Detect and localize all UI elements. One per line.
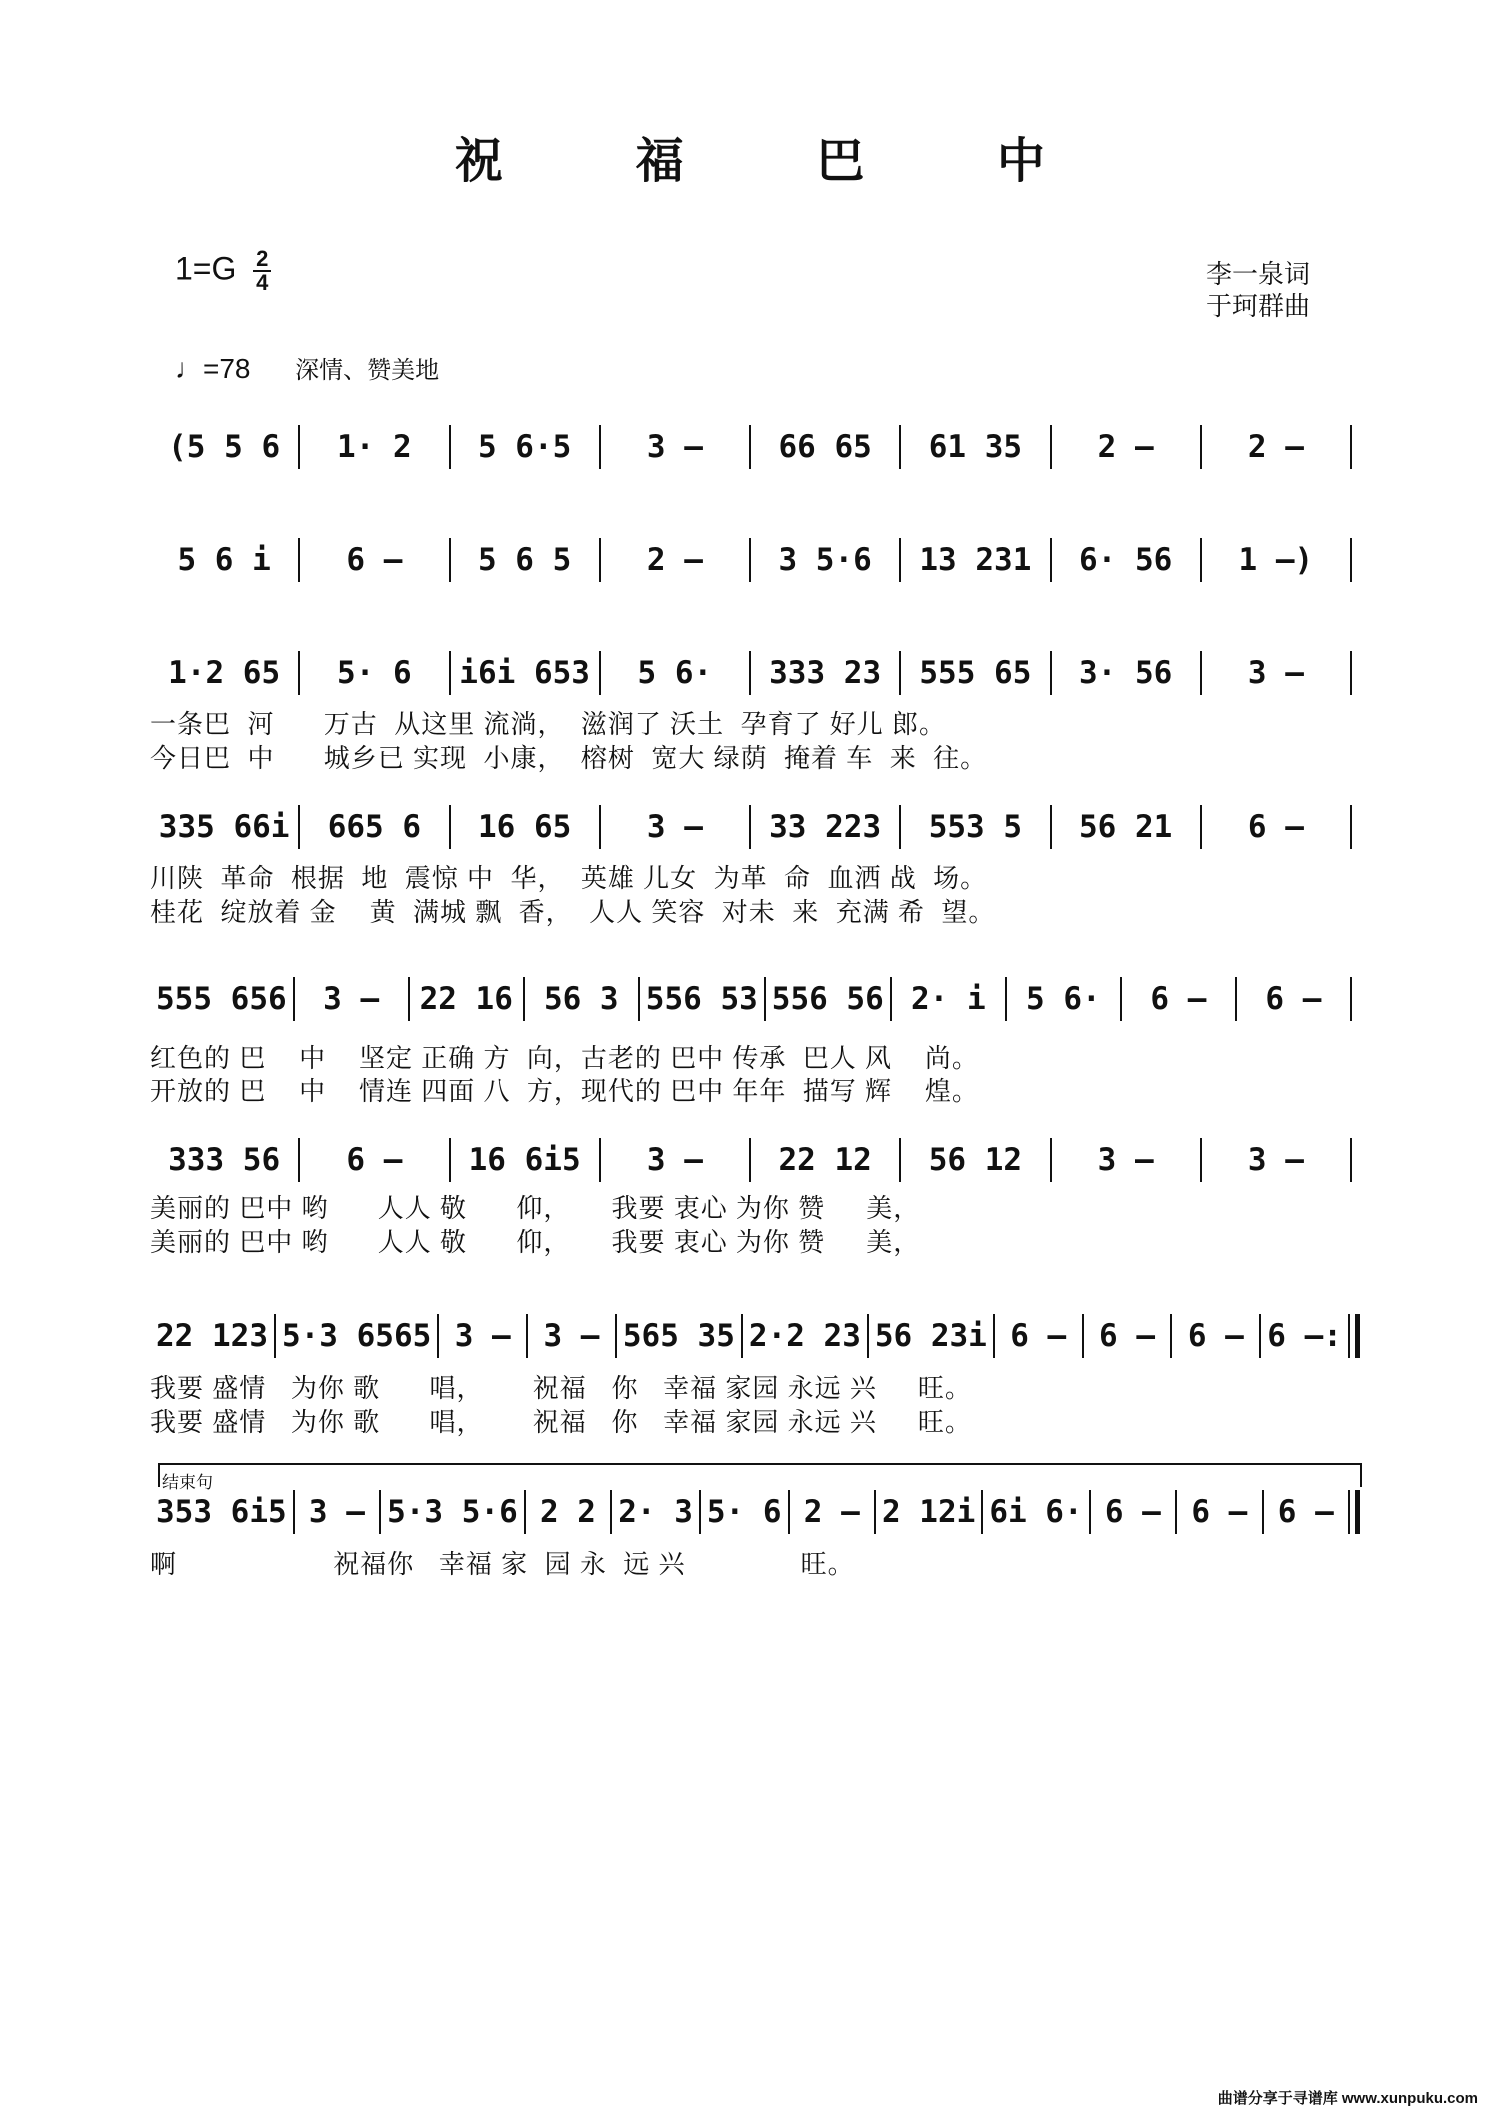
measure: 665 6 [298,805,448,849]
lyric-line: 红色的 巴 中 坚定 正确 方 向，古老的 巴中 传承 巴人 风 尚。 [150,1043,979,1073]
measure: 6 – [1089,1490,1175,1534]
barline [1350,1138,1360,1182]
footer-watermark: 曲谱分享于寻谱库 www.xunpuku.com [1217,2090,1478,2107]
measure: 56 12 [899,1138,1049,1182]
measure: 3 – [293,1490,379,1534]
measure: 2 – [1200,425,1350,469]
measure: 16 65 [449,805,599,849]
time-bottom: 4 [256,270,269,295]
measure: 3 – [437,1314,526,1358]
measure: 6i 6· [981,1490,1088,1534]
measure: 33 223 [749,805,899,849]
measure: 3 – [1200,651,1350,695]
final-barline [1348,1314,1360,1358]
measure: 6 –: [1259,1314,1348,1358]
measure: 5· 6 [699,1490,788,1534]
measure: i6i 653 [449,651,599,695]
score-row [150,538,1360,582]
measure: 565 35 [615,1314,741,1358]
lyric-line: 今日巴 中 城乡已 实现 小康， 榕树 宽大 绿荫 掩着 车 来 往。 [150,743,988,773]
measure: 6 – [1262,1490,1348,1534]
score-row [150,651,1360,695]
lyricist: 李一泉词 [1205,259,1310,289]
measure: 22 123 [156,1318,268,1354]
measure: 1·2 65 [168,655,281,691]
measure: 5· 6 [298,651,448,695]
measure: 5·3 5·6 [379,1490,524,1534]
measure: 333 23 [749,651,899,695]
score-row [150,425,1360,469]
measure: 22 12 [749,1138,899,1182]
final-barline [1348,1490,1360,1534]
measure: (5 5 6 [168,429,281,465]
measure: 3 – [599,805,749,849]
lyric-line: 桂花 绽放着 金 黄 满城 飘 香， 人人 笑容 对未 来 充满 希 望。 [150,897,996,927]
measure: 5 6·5 [449,425,599,469]
score-row [150,1490,1360,1534]
tempo-marking [175,350,439,385]
barline [1350,425,1360,469]
measure: 3· 56 [1050,651,1200,695]
measure: 6 – [1175,1490,1261,1534]
lyric-line: 我要 盛情 为你 歌 唱， 祝福 你 幸福 家园 永远 兴 旺。 [150,1373,972,1403]
measure: 61 35 [899,425,1049,469]
measure: 555 656 [156,981,287,1017]
barline [1350,977,1360,1021]
score-row [150,805,1360,849]
measure: 5 6· [599,651,749,695]
measure: 13 231 [899,538,1049,582]
lyric-line: 一条巴 河 万古 从这里 流淌， 滋润了 沃土 孕育了 好儿 郎。 [150,709,947,739]
measure: 5 6· [1005,977,1120,1021]
score-row [150,1138,1360,1182]
measure: 555 65 [899,651,1049,695]
measure: 2 2 [524,1490,610,1534]
expression-text: 深情、赞美地 [295,357,440,384]
measure: 6 – [1120,977,1235,1021]
measure: 353 6i5 [156,1494,287,1530]
measure: 5·3 6565 [274,1314,437,1358]
measure: 333 56 [168,1142,281,1178]
measure: 1· 2 [298,425,448,469]
song-title: 祝 福 巴 中 [454,133,1104,189]
measure: 66 65 [749,425,899,469]
lyric-line: 我要 盛情 为你 歌 唱， 祝福 你 幸福 家园 永远 兴 旺。 [150,1407,972,1437]
measure: 2· i [890,977,1005,1021]
score-row [150,1314,1360,1358]
measure: 6· 56 [1050,538,1200,582]
measure: 6 – [1235,977,1350,1021]
measure: 22 16 [408,977,523,1021]
measure: 2 – [1050,425,1200,469]
barline [1350,651,1360,695]
time-top: 2 [256,246,269,271]
measure: 3 – [599,425,749,469]
measure: 5 6 5 [449,538,599,582]
measure: 3 – [293,977,408,1021]
measure: 6 – [298,538,448,582]
measure: 3 – [599,1138,749,1182]
measure: 1 –) [1200,538,1350,582]
measure: 56 3 [523,977,638,1021]
measure: 6 – [1170,1314,1259,1358]
measure: 2 12i [874,1490,981,1534]
lyric-line: 美丽的 巴中 哟 人人 敬 仰， 我要 衷心 为你 赞 美， [150,1227,921,1257]
score-row [150,977,1360,1021]
lyric-line: 啊 祝福你 幸福 家 园 永 远 兴 旺。 [150,1549,855,1579]
measure: 2· 3 [610,1490,699,1534]
measure: 335 66i [158,809,290,845]
measure: 556 53 [638,977,764,1021]
measure: 6 – [1200,805,1350,849]
measure: 6 – [298,1138,448,1182]
barline [1350,805,1360,849]
ending-label: 结束句 [162,1473,213,1492]
ending-bracket [158,1463,1362,1487]
measure: 5 6 i [177,542,271,578]
measure: 3 – [1050,1138,1200,1182]
measure: 2 – [599,538,749,582]
measure: 56 21 [1050,805,1200,849]
measure: 3 – [1200,1138,1350,1182]
measure: 553 5 [899,805,1049,849]
measure: 3 5·6 [749,538,899,582]
composer: 于珂群曲 [1205,291,1310,321]
lyric-line: 美丽的 巴中 哟 人人 敬 仰， 我要 衷心 为你 赞 美， [150,1193,921,1223]
measure: 556 56 [764,977,890,1021]
measure: 3 – [526,1314,615,1358]
key-tonic: 1=G [175,250,237,287]
credits [1206,258,1310,322]
measure: 16 6i5 [449,1138,599,1182]
time-signature [253,248,271,294]
lyric-line: 开放的 巴 中 情连 四面 八 方，现代的 巴中 年年 描写 辉 煌。 [150,1076,979,1106]
barline [1350,538,1360,582]
key-signature [175,248,271,294]
measure: 6 – [993,1314,1082,1358]
measure: 6 – [1082,1314,1171,1358]
measure: 2 – [788,1490,874,1534]
tempo-value: ♩=78 [175,353,251,384]
lyric-line: 川陕 革命 根据 地 震惊 中 华， 英雄 儿女 为革 命 血洒 战 场。 [150,863,988,893]
measure: 2·2 23 [741,1314,867,1358]
measure: 56 23i [867,1314,993,1358]
